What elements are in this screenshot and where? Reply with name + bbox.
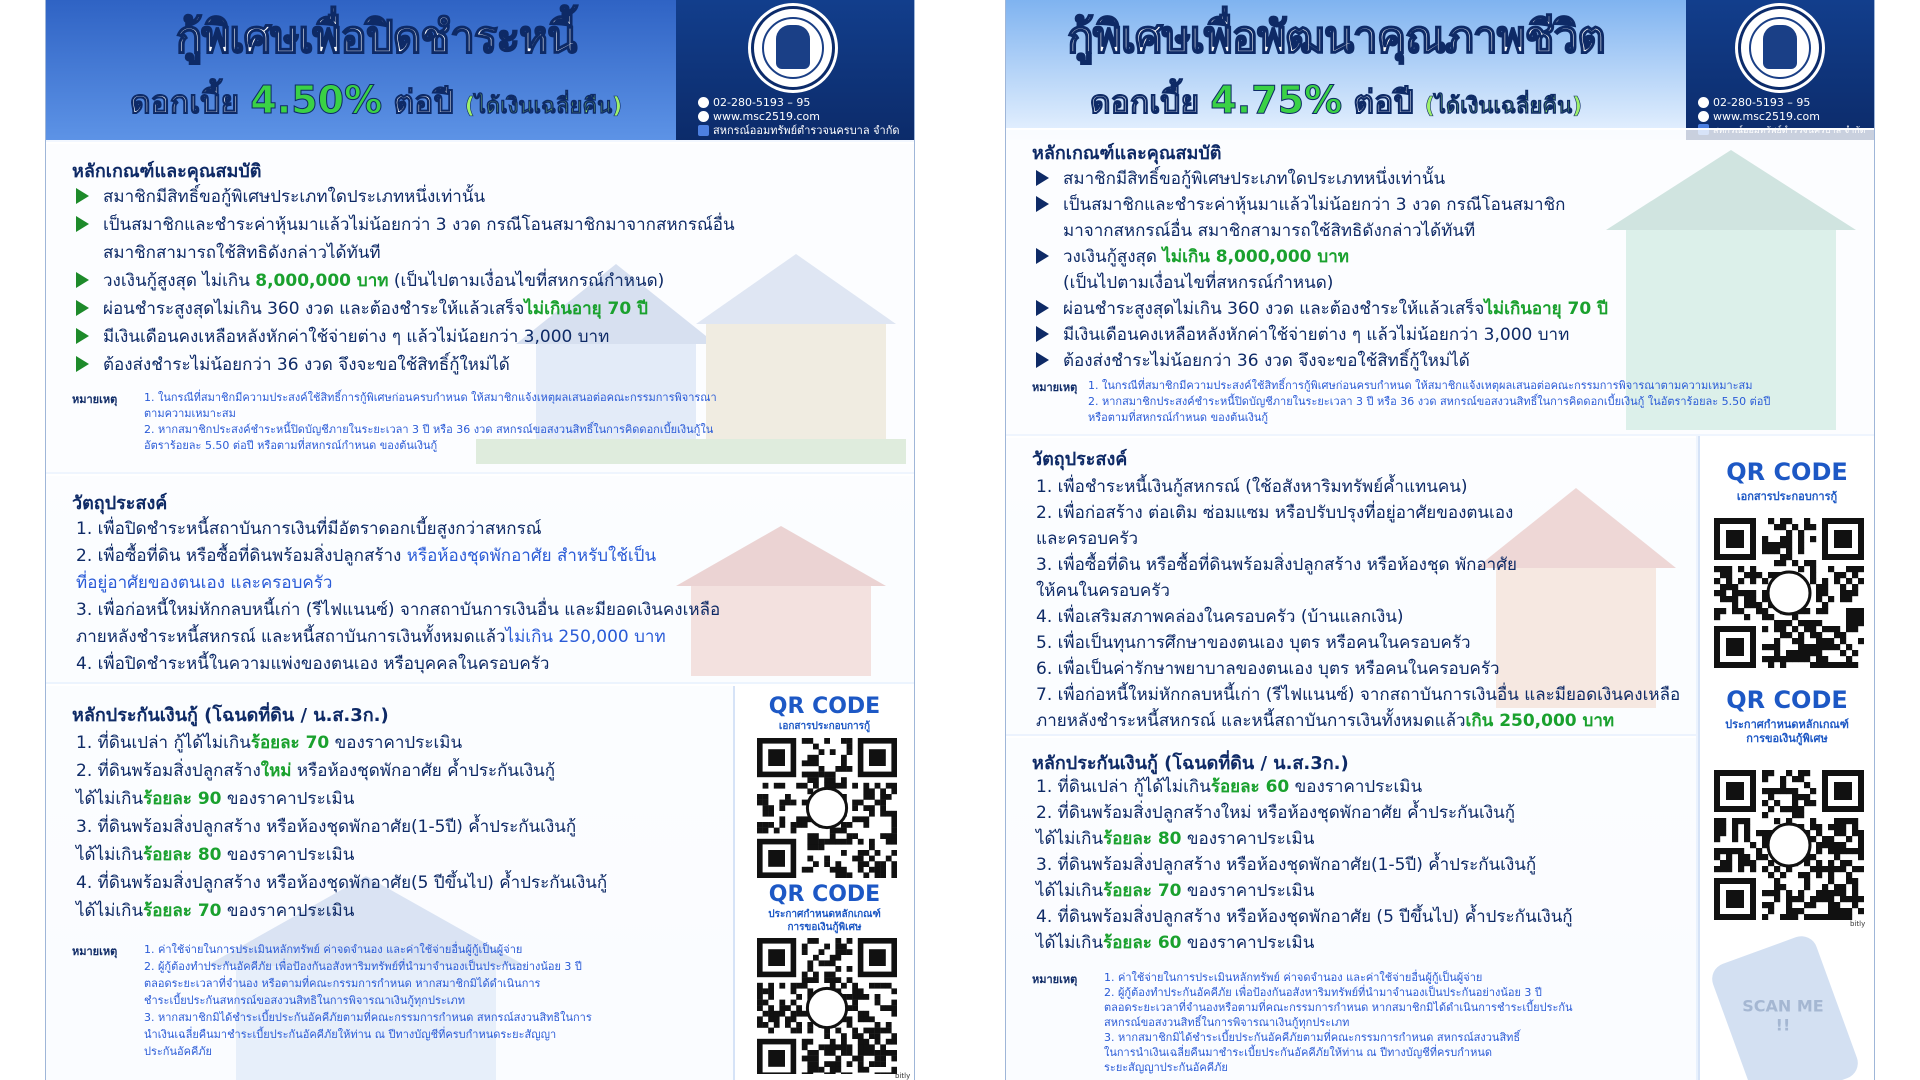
objective-item — [76, 597, 720, 623]
item-text: (เป็นไปตามเงื่อนไขที่สหกรณ์กำหนด) — [388, 271, 665, 291]
objectives-section — [1006, 436, 1696, 734]
item-text: 4. ที่ดินพร้อมสิ่งปลูกสร้าง หรือห้องชุดพักอาศัย (5 ปีขึ้นไป) ค้ำประกันเงินกู้ — [1036, 907, 1573, 927]
item-text: สมาชิกมีสิทธิ์ขอกู้พิเศษประเภทใดประเภทหนึ่งเท่านั้น — [1063, 169, 1446, 189]
rate-note: (ได้เงินเฉลี่ยคืน) — [464, 94, 623, 119]
facebook-line — [698, 124, 900, 138]
objective-item — [1036, 604, 1404, 630]
item-text: ของราคาประเมิน — [1181, 881, 1315, 901]
highlight-text: ที่อยู่อาศัยของตนเอง และครอบครัว — [76, 573, 333, 593]
item-text: ผ่อนชำระสูงสุดไม่เกิน 360 งวด และต้องชำระให้แล้วเสร็จ — [1063, 299, 1485, 319]
globe-icon — [698, 111, 709, 122]
highlight-text: ร้อยละ 70 — [1103, 881, 1182, 901]
highlight-text: ไม่เกิน 8,000,000 บาท — [1162, 247, 1349, 267]
highlight-text: ไม่เกินอายุ 70 ปี — [524, 299, 648, 319]
highlight-text: ร้อยละ 60 — [1210, 777, 1290, 797]
qualification-item — [76, 296, 874, 322]
item-text: 4. เพื่อปิดชำระหนี้ในความแพ่งของตนเอง หรือบุคคลในครอบครัว — [76, 654, 550, 674]
collateral-item — [76, 786, 354, 812]
rate-note: (ได้เงินเฉลี่ยคืน) — [1424, 94, 1583, 119]
qualification-item — [1036, 244, 1834, 270]
note-line: อัตราร้อยละ 5.50 ต่อปี หรือตามที่สหกรณ์กำหนด ของต้นเงินกู้ — [144, 439, 438, 452]
phone-illustration — [1708, 932, 1863, 1080]
collateral-section — [46, 684, 914, 1080]
bullet-arrow-icon — [76, 356, 89, 372]
flyer-header — [1006, 0, 1874, 140]
highlight-text: ใหม่ — [260, 761, 292, 781]
website-line — [1698, 110, 1820, 124]
item-text: 1. เพื่อชำระหนี้เงินกู้สหกรณ์ (ใช้อสังหาริมทรัพย์ค้ำแทนคน) — [1036, 477, 1468, 497]
qr-code-loan-documents[interactable] — [1714, 518, 1864, 668]
website-url[interactable]: www.msc2519.com — [1713, 110, 1820, 123]
collateral-item — [1036, 930, 1314, 956]
bullet-arrow-icon — [76, 300, 89, 316]
item-text: เป็นสมาชิกและชำระค่าหุ้นมาแล้วไม่น้อยกว่า 3 งวด กรณีโอนสมาชิก — [1063, 195, 1566, 215]
contact-panel — [676, 0, 914, 140]
qualification-item — [76, 352, 874, 378]
objective-item — [1036, 630, 1471, 656]
qualification-item — [76, 324, 874, 350]
note-line: 1. ค่าใช้จ่ายในการประเมินหลักทรัพย์ ค่าจดจำนอง และค่าใช้จ่ายอื่นผู้กู้เป็นผู้จ่าย — [1104, 971, 1483, 984]
note-line: ระยะสัญญาประกันอัคคีภัย — [1104, 1061, 1228, 1074]
item-text: สมาชิกมีสิทธิ์ขอกู้พิเศษประเภทใดประเภทหนึ่งเท่านั้น — [103, 187, 486, 207]
item-text: ต้องส่งชำระไม่น้อยกว่า 36 งวด จึงจะขอใช้สิทธิ์กู้ใหม่ได้ — [1063, 351, 1470, 371]
objective-item — [76, 543, 656, 569]
rate-prefix: ดอกเบี้ย — [1089, 83, 1200, 121]
qr-panel — [1698, 436, 1874, 1080]
qualification-item — [76, 268, 874, 294]
highlight-text: 8,000,000 บาท — [255, 271, 389, 291]
bullet-arrow-icon — [1036, 248, 1049, 264]
item-text: ของราคาประเมิน — [221, 845, 355, 865]
note-line: 2. หากสมาชิกประสงค์ชำระหนี้ปิดบัญชีภายในระยะเวลา 3 ปี หรือ 36 งวด สหกรณ์ขอสงวนสิทธิ์ในการคิดดอกเบี้ยเงินกู้ใน — [144, 423, 714, 436]
note-line: ประกันอัคคีภัย — [144, 1045, 212, 1058]
scan-me-text: SCAN ME !! — [1742, 996, 1824, 1035]
qualification-item — [76, 184, 874, 210]
qr-title: QR CODE — [768, 694, 881, 719]
item-text: ได้ไม่เกิน — [76, 845, 144, 865]
item-text: 3. ที่ดินพร้อมสิ่งปลูกสร้าง หรือห้องชุดพักอาศัย(1-5ปี) ค้ำประกันเงินกู้ — [76, 817, 577, 837]
item-text: มีเงินเดือนคงเหลือหลังหักค่าใช้จ่ายต่าง ๆ แล้วไม่น้อยกว่า 3,000 บาท — [103, 327, 610, 347]
item-text: สมาชิกสามารถใช้สิทธิดังกล่าวได้ทันที — [103, 243, 381, 263]
note-line: 2. ผู้กู้ต้องทำประกันอัคคีภัย เพื่อป้องกันอสังหาริมทรัพย์ที่นำมาจำนองเป็นประกันอย่างน้อย 3 ปี — [144, 960, 582, 973]
item-text: (เป็นไปตามเงื่อนไขที่สหกรณ์กำหนด) — [1063, 273, 1334, 293]
item-text: 4. ที่ดินพร้อมสิ่งปลูกสร้าง หรือห้องชุดพักอาศัย(5 ปีขึ้นไป) ค้ำประกันเงินกู้ — [76, 873, 608, 893]
collateral-item — [1036, 852, 1536, 878]
collateral-item — [1036, 878, 1314, 904]
note-label: หมายเหตุ — [1032, 381, 1078, 394]
item-text: หรือห้องชุดพักอาศัย ค้ำประกันเงินกู้ — [291, 761, 556, 781]
item-text: วงเงินกู้สูงสุด — [1063, 247, 1163, 267]
note-line: ในการนำเงินเฉลี่ยคืนมาชำระเบี้ยประกันอัคคีภัยให้ท่าน ณ ปีทางบัญชีที่ครบกำหนด — [1104, 1046, 1492, 1059]
item-text: ต้องส่งชำระไม่น้อยกว่า 36 งวด จึงจะขอใช้สิทธิ์กู้ใหม่ได้ — [103, 355, 510, 375]
objective-item — [1036, 682, 1680, 708]
note-line: 3. หากสมาชิกมิได้ชำระเบี้ยประกันอัคคีภัยตามที่คณะกรรมการกำหนด สหกรณ์สงวนสิทธิ์ — [1104, 1031, 1521, 1044]
cooperative-logo — [1738, 6, 1822, 90]
qualifications-section — [1006, 128, 1874, 434]
collateral-item — [76, 758, 555, 784]
item-text: 3. เพื่อก่อหนี้ใหม่หักกลบหนี้เก่า (รีไฟแนนซ์) จากสถาบันการเงินอื่น และมียอดเงินคงเหลือ — [76, 600, 721, 620]
bullet-arrow-icon — [76, 188, 89, 204]
flyer-title: กู้พิเศษเพื่อพัฒนาคุณภาพชีวิต — [1067, 12, 1605, 63]
highlight-text: ร้อยละ 70 — [250, 733, 330, 753]
note-line: 2. หากสมาชิกประสงค์ชำระหนี้ปิดบัญชีภายในระยะเวลา 3 ปี หรือ 36 งวด สหกรณ์ขอสงวนสิทธิ์ในการคิดดอกเบี้ยเงินกู้ ในอัตราร้อยละ 5.50 ต่อปี — [1088, 395, 1771, 408]
objective-item — [1036, 474, 1468, 500]
item-text: ผ่อนชำระสูงสุดไม่เกิน 360 งวด และต้องชำระให้แล้วเสร็จ — [103, 299, 525, 319]
item-text: 1. ที่ดินเปล่า กู้ได้ไม่เกิน — [76, 733, 251, 753]
highlight-text: ร้อยละ 80 — [143, 845, 222, 865]
interest-rate-line — [76, 78, 676, 129]
rate-value: 4.75% — [1210, 78, 1343, 122]
item-text: ภายหลังชำระหนี้สหกรณ์ และหนี้สถาบันการเงินทั้งหมดแล้ว — [76, 627, 506, 647]
highlight-text: ร้อยละ 90 — [143, 789, 222, 809]
objective-item — [76, 516, 541, 542]
phone-line — [698, 96, 810, 110]
bullet-arrow-icon — [76, 328, 89, 344]
note-line: 1. ค่าใช้จ่ายในการประเมินหลักทรัพย์ ค่าจดจำนอง และค่าใช้จ่ายอื่นผู้กู้เป็นผู้จ่าย — [144, 943, 523, 956]
objectives-title: วัตถุประสงค์ — [1032, 449, 1128, 470]
rate-prefix: ดอกเบี้ย — [129, 83, 240, 121]
highlight-text: ร้อยละ 70 — [143, 901, 222, 921]
qr-code-loan-criteria[interactable] — [757, 938, 897, 1074]
item-text: 6. เพื่อเป็นค่ารักษาพยาบาลของตนเอง บุตร หรือคนในครอบครัว — [1036, 659, 1500, 679]
item-text: 7. เพื่อก่อหนี้ใหม่หักกลบหนี้เก่า (รีไฟแนนซ์) จากสถาบันการเงินอื่น และมียอดเงินคงเหลือ — [1036, 685, 1681, 705]
bullet-arrow-icon — [1036, 170, 1049, 186]
qr-subtitle: การขอเงินกู้พิเศษ — [1746, 732, 1828, 745]
item-text: มีเงินเดือนคงเหลือหลังหักค่าใช้จ่ายต่าง ๆ แล้วไม่น้อยกว่า 3,000 บาท — [1063, 325, 1570, 345]
note-line: ตลอดระยะเวลาที่จำนองหรือตามที่คณะกรรมการกำหนด หากสมาชิกมิได้ดำเนินการชำระเบี้ยประกัน — [1104, 1001, 1573, 1014]
flyer-header — [46, 0, 914, 140]
globe-icon — [1698, 111, 1709, 122]
qr-title: QR CODE — [1726, 686, 1848, 714]
item-text: 2. เพื่อซื้อที่ดิน หรือซื้อที่ดินพร้อมสิ่งปลูกสร้าง — [76, 546, 407, 566]
collateral-section — [1006, 736, 1696, 1080]
contact-panel — [1686, 0, 1874, 140]
objective-item — [1036, 500, 1513, 526]
item-text: ของราคาประเมิน — [1289, 777, 1423, 797]
note-line: สหกรณ์ขอสงวนสิทธิ์ในการพิจารณาเงินกู้ทุกประเภท — [1104, 1016, 1350, 1029]
note-line: ตามความเหมาะสม — [144, 407, 236, 420]
note-line: ตลอดระยะเวลาที่จำนอง หรือตามที่คณะกรรมการกำหนด หากสมาชิกมิได้ดำเนินการ — [144, 977, 541, 990]
collateral-item — [76, 814, 576, 840]
objective-item — [76, 624, 666, 650]
highlight-text: ร้อยละ 80 — [1103, 829, 1182, 849]
note-label: หมายเหตุ — [72, 393, 118, 406]
cooperative-logo — [751, 6, 835, 90]
note-line: ชำระเบี้ยประกันสหกรณ์ขอสงวนสิทธิในการพิจารณาเงินกู้ทุกประเภท — [144, 994, 466, 1007]
objective-item — [76, 570, 332, 596]
item-text: 5. เพื่อเป็นทุนการศึกษาของตนเอง บุตร หรือคนในครอบครัว — [1036, 633, 1471, 653]
item-text: ของราคาประเมิน — [221, 901, 355, 921]
item-text: 3. ที่ดินพร้อมสิ่งปลูกสร้าง หรือห้องชุดพักอาศัย(1-5ปี) ค้ำประกันเงินกู้ — [1036, 855, 1537, 875]
phone-number: 02-280-5193 – 95 — [1713, 96, 1811, 109]
collateral-item — [1036, 904, 1573, 930]
item-text: 3. เพื่อซื้อที่ดิน หรือซื้อที่ดินพร้อมสิ่งปลูกสร้าง หรือห้องชุด พักอาศัย — [1036, 555, 1517, 575]
facebook-page[interactable]: สหกรณ์ออมทรัพย์ตำรวจนครบาล จำกัด — [713, 124, 900, 137]
qualification-item — [1036, 322, 1834, 348]
item-text: ของราคาประเมิน — [329, 733, 463, 753]
objectives-title: วัตถุประสงค์ — [72, 493, 168, 514]
bullet-arrow-icon — [76, 272, 89, 288]
item-text: 2. เพื่อก่อสร้าง ต่อเติม ซ่อมแซม หรือปรับปรุงที่อยู่อาศัยของตนเอง — [1036, 503, 1514, 523]
rate-value: 4.50% — [250, 78, 383, 122]
qr-subtitle: การขอเงินกู้พิเศษ — [787, 922, 862, 933]
collateral-title: หลักประกันเงินกู้ (โฉนดที่ดิน / น.ส.3ก.) — [72, 705, 389, 726]
objectives-section — [46, 474, 914, 682]
house-illustration — [666, 516, 896, 676]
objective-item — [1036, 708, 1614, 734]
collateral-item — [76, 898, 354, 924]
item-text: ภายหลังชำระหนี้สหกรณ์ และหนี้สถาบันการเงินทั้งหมดแล้ว — [1036, 711, 1466, 731]
objective-item — [1036, 526, 1138, 552]
item-text: 2. ที่ดินพร้อมสิ่งปลูกสร้าง — [76, 761, 261, 781]
item-text: 4. เพื่อเสริมสภาพคล่องในครอบครัว (บ้านแลกเงิน) — [1036, 607, 1404, 627]
qr-title: QR CODE — [768, 882, 881, 907]
bullet-arrow-icon — [76, 216, 89, 232]
item-text: ได้ไม่เกิน — [1036, 829, 1104, 849]
qualification-item — [1036, 218, 1834, 244]
qr-code-loan-documents[interactable] — [757, 738, 897, 878]
qr-code-loan-criteria[interactable] — [1714, 770, 1864, 920]
objective-item — [1036, 578, 1170, 604]
item-text: ให้คนในครอบครัว — [1036, 581, 1170, 601]
bullet-arrow-icon — [1036, 326, 1049, 342]
collateral-item — [76, 870, 607, 896]
rate-suffix: ต่อปี — [1353, 83, 1414, 121]
phone-icon — [1698, 97, 1709, 108]
flyer-debt-consolidation-loan — [46, 0, 914, 1080]
objective-item — [1036, 552, 1517, 578]
phone-number: 02-280-5193 – 95 — [713, 96, 811, 109]
objective-item — [76, 651, 549, 677]
note-line: หรือตามที่สหกรณ์กำหนด ของต้นเงินกู้ — [1088, 411, 1269, 424]
note-line: 2. ผู้กู้ต้องทำประกันอัคคีภัย เพื่อป้องกันอสังหาริมทรัพย์ที่นำมาจำนองเป็นประกันอย่างน้อย 3 ปี — [1104, 986, 1542, 999]
flyer-quality-of-life-loan — [1006, 0, 1874, 1080]
bullet-arrow-icon — [1036, 196, 1049, 212]
facebook-icon — [698, 125, 709, 136]
bitly-mark: bitly — [1850, 920, 1866, 928]
qualification-item — [1036, 166, 1834, 192]
note-label: หมายเหตุ — [1032, 973, 1078, 986]
qr-subtitle: เอกสารประกอบการกู้ — [1736, 490, 1838, 503]
item-text: 1. เพื่อปิดชำระหนี้สถาบันการเงินที่มีอัตราดอกเบี้ยสูงกว่าสหกรณ์ — [76, 519, 542, 539]
item-text: 2. ที่ดินพร้อมสิ่งปลูกสร้างใหม่ หรือห้องชุดพักอาศัย ค้ำประกันเงินกู้ — [1036, 803, 1516, 823]
highlight-text: ไม่เกินอายุ 70 ปี — [1484, 299, 1608, 319]
item-text: เป็นสมาชิกและชำระค่าหุ้นมาแล้วไม่น้อยกว่า 3 งวด กรณีโอนสมาชิกมาจากสหกรณ์อื่น — [103, 215, 735, 235]
qr-subtitle: เอกสารประกอบการกู้ — [778, 721, 871, 732]
item-text: มาจากสหกรณ์อื่น สมาชิกสามารถใช้สิทธิดังกล่าวได้ทันที — [1063, 221, 1476, 241]
item-text: วงเงินกู้สูงสุด ไม่เกิน — [103, 271, 256, 291]
phone-line — [1698, 96, 1810, 110]
item-text: และครอบครัว — [1036, 529, 1139, 549]
collateral-item — [76, 730, 462, 756]
qualifications-title: หลักเกณฑ์และคุณสมบัติ — [1032, 143, 1222, 164]
collateral-item — [1036, 800, 1515, 826]
item-text: ของราคาประเมิน — [1181, 829, 1315, 849]
qualifications-section — [46, 142, 914, 472]
item-text: 1. ที่ดินเปล่า กู้ได้ไม่เกิน — [1036, 777, 1211, 797]
website-line — [698, 110, 820, 124]
bitly-mark: bitly — [895, 1072, 911, 1080]
website-url[interactable]: www.msc2519.com — [713, 110, 820, 123]
highlight-text: ไม่เกิน 250,000 บาท — [505, 627, 666, 647]
qr-subtitle: ประกาศกำหนดหลักเกณฑ์ — [1725, 718, 1849, 731]
item-text: ได้ไม่เกิน — [1036, 881, 1104, 901]
collateral-item — [1036, 774, 1422, 800]
qr-title: QR CODE — [1726, 458, 1848, 486]
bullet-arrow-icon — [1036, 300, 1049, 316]
highlight-text: ร้อยละ 60 — [1103, 933, 1182, 953]
qualification-item — [1036, 348, 1834, 374]
highlight-text: เกิน 250,000 บาท — [1465, 711, 1615, 731]
item-text: ได้ไม่เกิน — [1036, 933, 1104, 953]
note-line: 1. ในกรณีที่สมาชิกมีความประสงค์ใช้สิทธิ์การกู้พิเศษก่อนครบกำหนด ให้สมาชิกแจ้งเหตุผลเสนอต่อคณะกรรมการพิจารณา — [144, 391, 717, 404]
note-line: 3. หากสมาชิกมิได้ชำระเบี้ยประกันอัคคีภัยตามที่คณะกรรมการกำหนด สหกรณ์สงวนสิทธิในการ — [144, 1011, 592, 1024]
phone-icon — [698, 97, 709, 108]
qualification-item — [1036, 192, 1834, 218]
bullet-arrow-icon — [1036, 352, 1049, 368]
qualifications-title: หลักเกณฑ์และคุณสมบัติ — [72, 161, 262, 182]
highlight-text: หรือห้องชุดพักอาศัย สำหรับใช้เป็น — [406, 546, 657, 566]
collateral-item — [1036, 826, 1314, 852]
qr-subtitle: ประกาศกำหนดหลักเกณฑ์ — [768, 909, 881, 920]
qualification-item — [76, 212, 874, 238]
qualification-item — [1036, 270, 1834, 296]
interest-rate-line — [1036, 78, 1636, 129]
note-line: 1. ในกรณีที่สมาชิกมีความประสงค์ใช้สิทธิ์การกู้พิเศษก่อนครบกำหนด ให้สมาชิกแจ้งเหตุผลเสนอต่อคณะกรรมการพิจารณาตามความเหมาะสม — [1088, 379, 1753, 392]
flyer-title: กู้พิเศษเพื่อปิดชำระหนี้ — [175, 12, 577, 63]
objective-item — [1036, 656, 1500, 682]
note-label: หมายเหตุ — [72, 945, 118, 958]
collateral-item — [76, 842, 354, 868]
rate-suffix: ต่อปี — [393, 83, 454, 121]
collateral-title: หลักประกันเงินกู้ (โฉนดที่ดิน / น.ส.3ก.) — [1032, 753, 1349, 774]
qr-panel — [733, 686, 914, 1080]
qualification-item — [1036, 296, 1834, 322]
qualification-item — [76, 240, 874, 266]
item-text: ได้ไม่เกิน — [76, 789, 144, 809]
item-text: ของราคาประเมิน — [221, 789, 355, 809]
note-line: นำเงินเฉลี่ยคืนมาชำระเบี้ยประกันอัคคีภัยให้ท่าน ณ ปีทางบัญชีที่ครบกำหนดระยะสัญญา — [144, 1028, 557, 1041]
item-text: ได้ไม่เกิน — [76, 901, 144, 921]
item-text: ของราคาประเมิน — [1181, 933, 1315, 953]
